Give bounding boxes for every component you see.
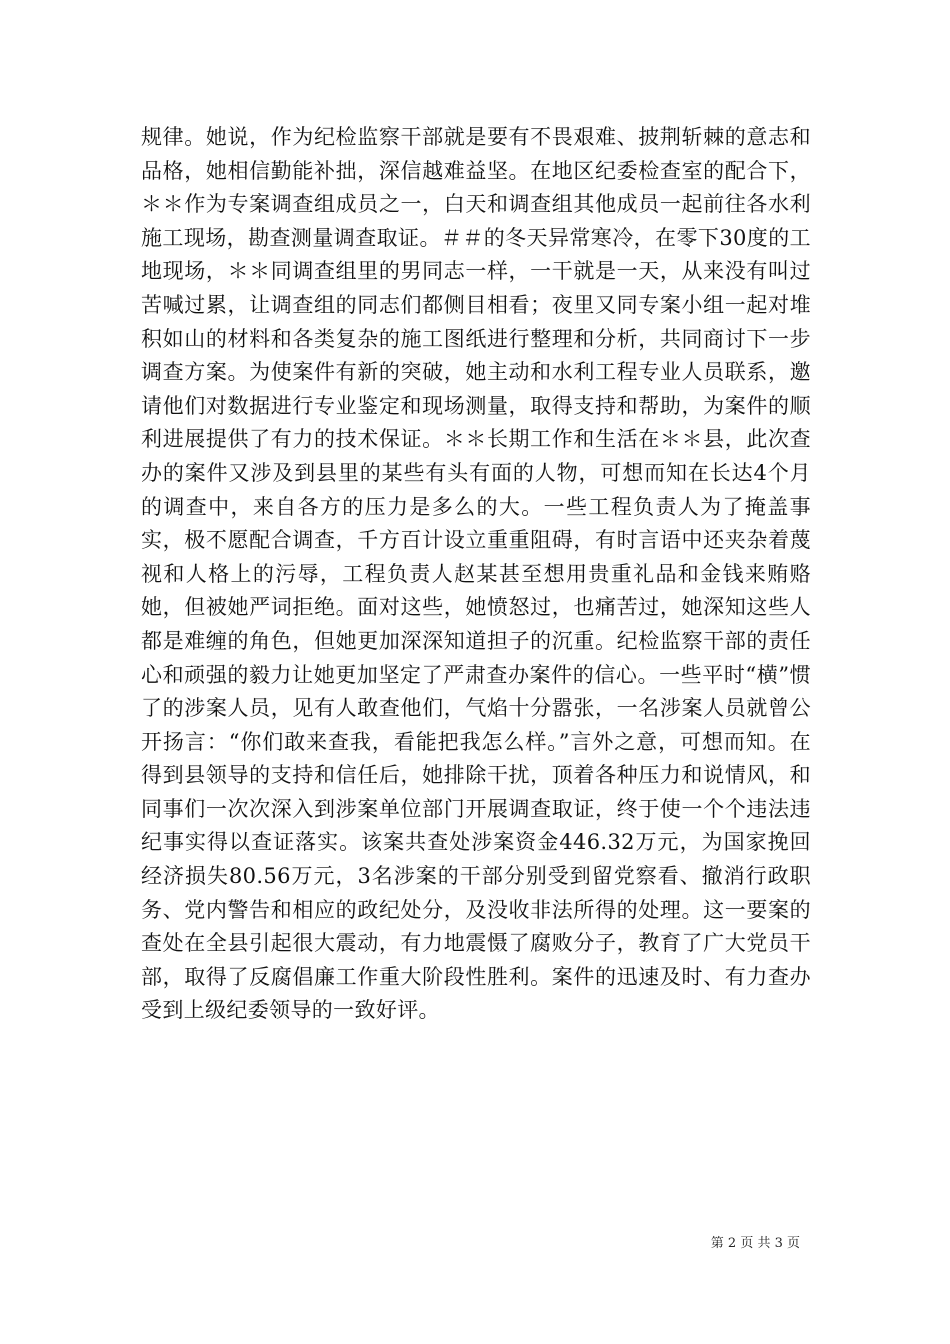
page-number-footer: 第 2 页 共 3 页 <box>710 1236 800 1251</box>
body-paragraph: 规律。她说，作为纪检监察干部就是要有不畏艰难、披荆斩棘的意志和品格，她相信勤能补拙，深信越难益坚。在地区纪委检查室的配合下，＊＊作为专案调查组成员之一，白天和调查组其他成员一起前往各水利施工现场，勘查测量调查取证。＃＃的冬天异常寒冷，在零下30度的工地现场，＊＊同调查组里的男同志一样，一干就是一天，从来没有叫过苦喊过累，让调查组的同志们都侧目相看；夜里又同专案小组一起对堆积如山的材料和各类复杂的施工图纸进行整理和分析，共同商讨下一步调查方案。为使案件有新的突破，她主动和水利工程专业人员联系，邀请他们对数据进行专业鉴定和现场测量，取得支持和帮助，为案件的顺利进展提供了有力的技术保证。＊＊长期工作和生活在＊＊县，此次查办的案件又涉及到县里的某些有头有面的人物，可想而知在长达4个月的调查中，来自各方的压力是多么的大。一些工程负责人为了掩盖事实，极不愿配合调查，千方百计设立重重阻碍，有时言语中还夹杂着蔑视和人格上的污辱，工程负责人赵某甚至想用贵重礼品和金钱来贿赂她，但被她严词拒绝。面对这些，她愤怒过，也痛苦过，她深知这些人都是难缠的角色，但她更加深深知道担子的沉重。纪检监察干部的责任心和顽强的毅力让她更加坚定了严肃查办案件的信心。一些平时“横”惯了的涉案人员，见有人敢查他们，气焰十分嚣张，一名涉案人员就曾公开扬言：“你们敢来查我，看能把我怎么样。”言外之意，可想而知。在得到县领导的支持和信任后，她排除干扰，顶着各种压力和说情风，和同事们一次次深入到涉案单位部门开展调查取证，终于使一个个违法违纪事实得以查证落实。该案共查处涉案资金446.32万元，为国家挽回经济损失80.56万元，3名涉案的干部分别受到留党察看、撤消行政职务、党内警告和相应的政纪处分，及没收非法所得的处理。这一要案的查处在全县引起很大震动，有力地震慑了腐败分子，教育了广大党员干部，取得了反腐倡廉工作重大阶段性胜利。案件的迅速及时、有力查办受到上级纪委领导的一致好评。 <box>141 125 811 1023</box>
